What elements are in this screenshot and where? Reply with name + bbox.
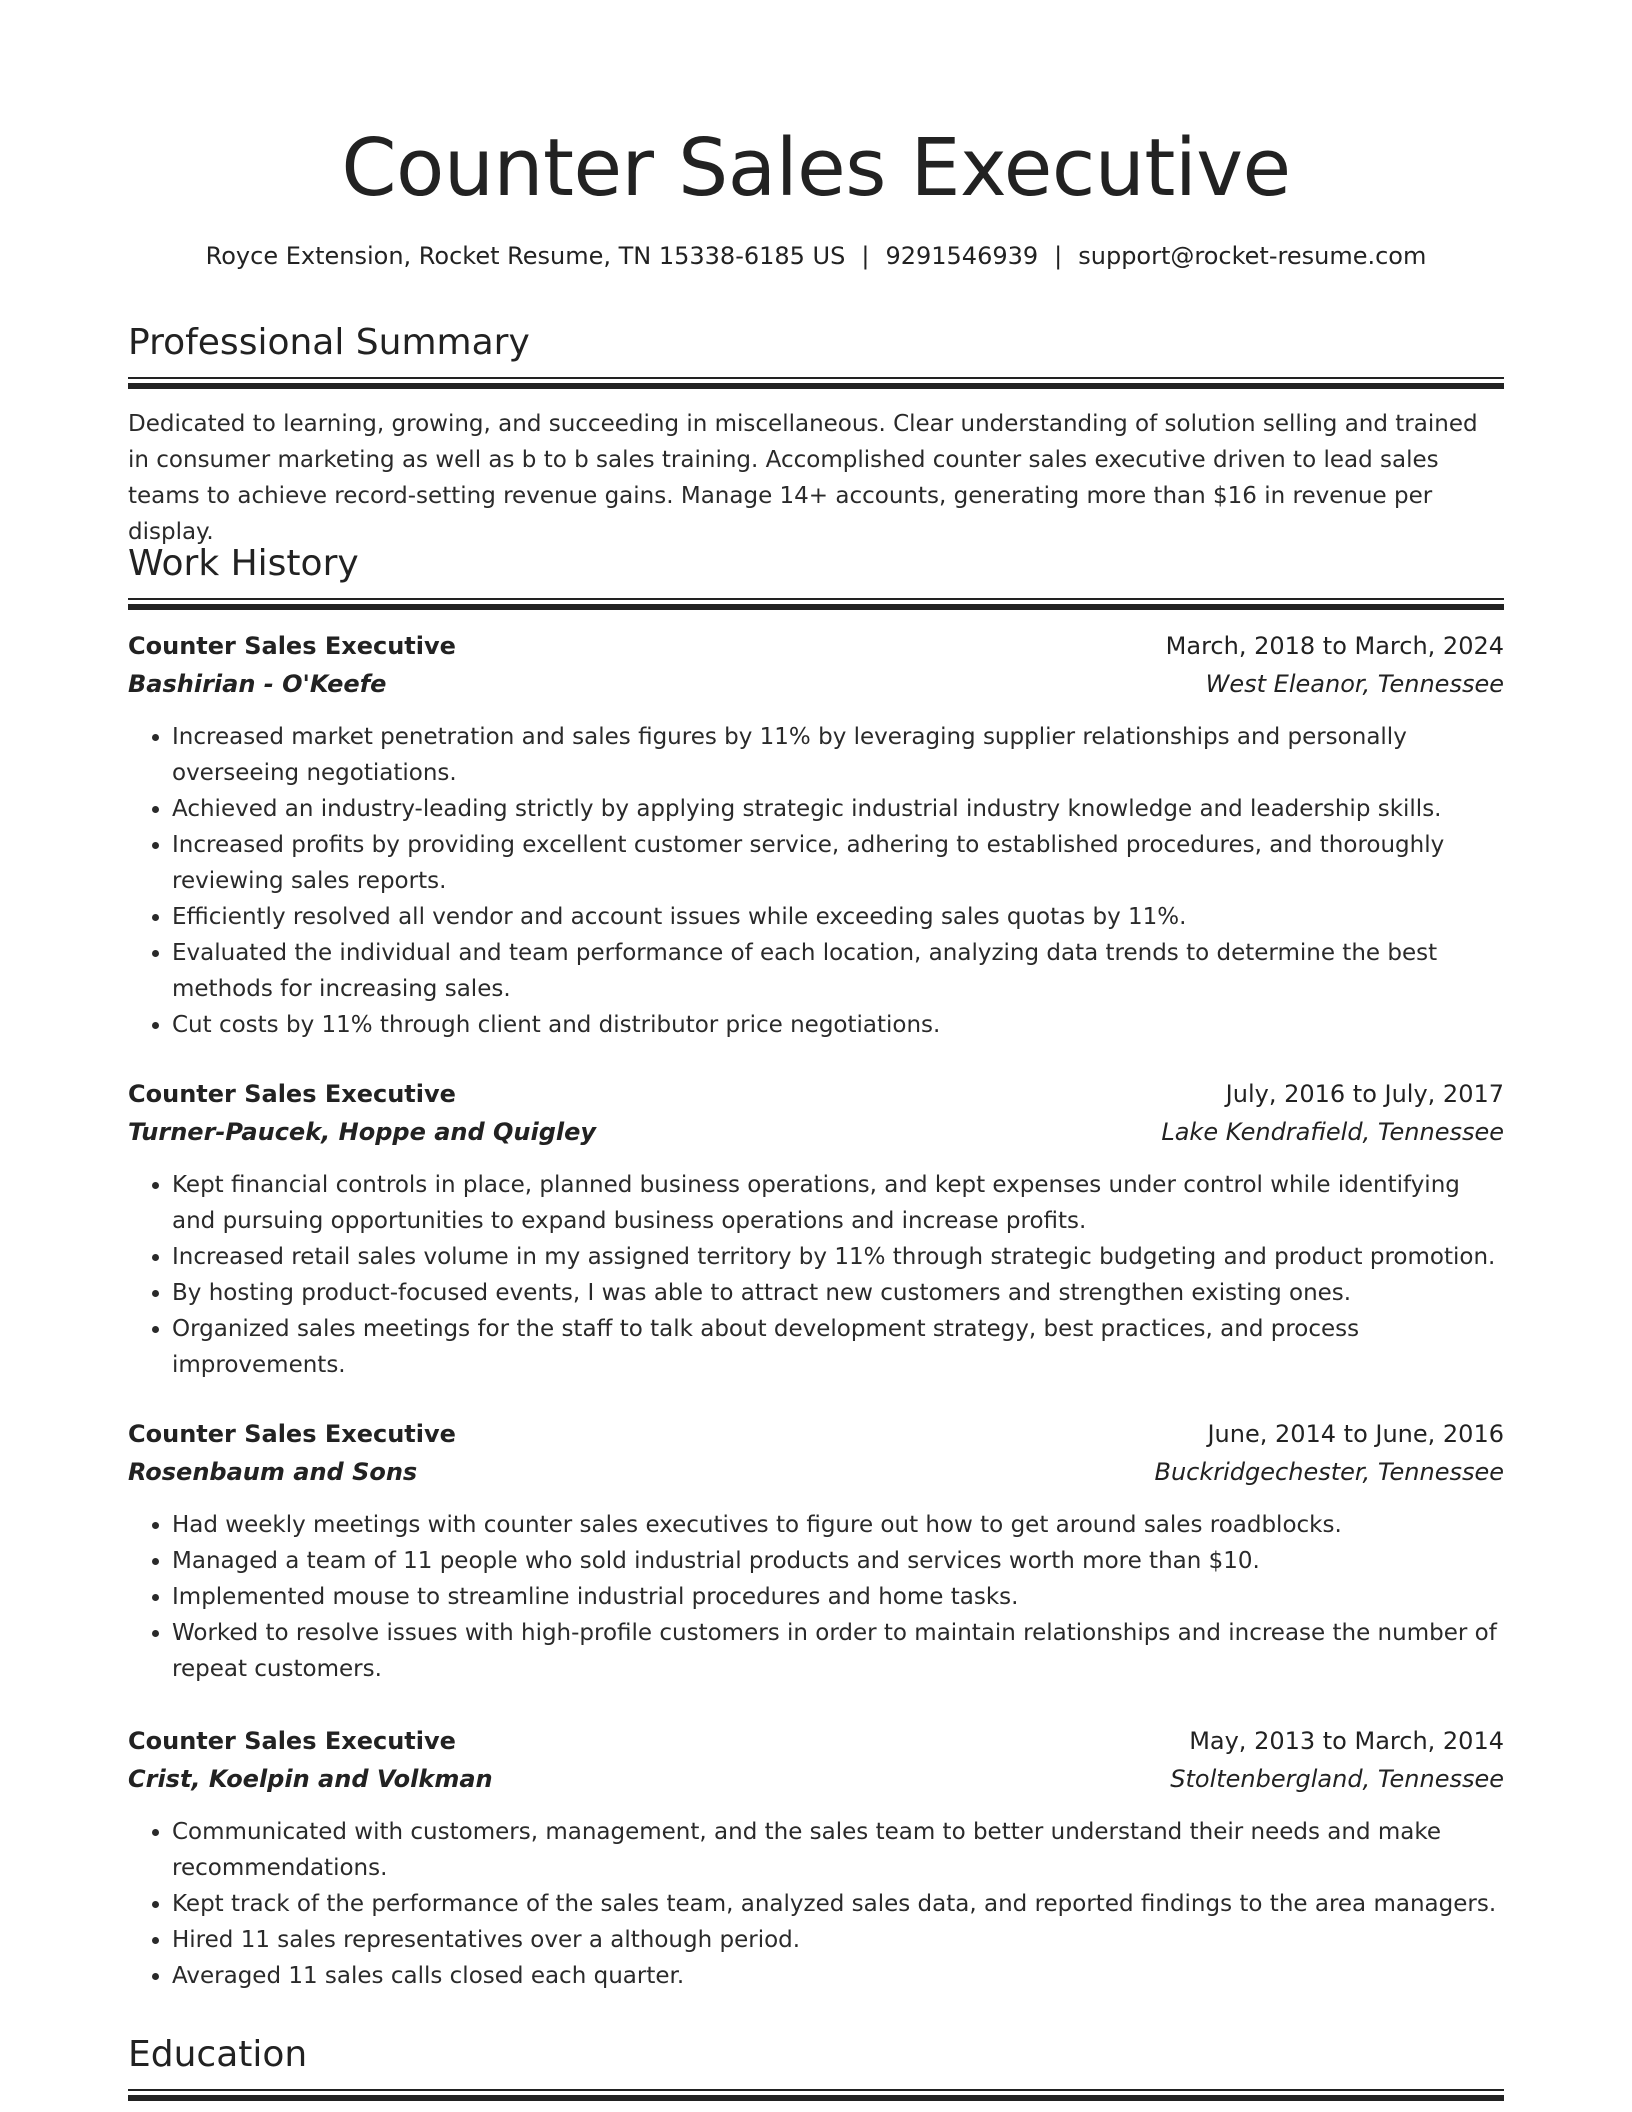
job-title: Counter Sales Executive: [128, 1080, 456, 1108]
contact-phone: 9291546939: [885, 242, 1039, 270]
job-entry: [128, 1415, 1504, 1687]
list-item: • Increased retail sales volume in my assigned territory by 11% through strategic budgeting and product promotion.: [172, 1239, 1504, 1275]
list-item: • Increased profits by providing excellent customer service, adhering to established procedures, and thoroughly reviewing sales reports.: [172, 827, 1504, 899]
job-header-row: [128, 627, 1504, 665]
list-item: • Had weekly meetings with counter sales executives to figure out how to get around sales roadblocks.: [172, 1507, 1504, 1543]
contact-address: Royce Extension, Rocket Resume, TN 15338-6185 US: [205, 242, 846, 270]
job-company: Rosenbaum and Sons: [128, 1458, 418, 1486]
job-company: Bashirian - O'Keefe: [128, 670, 387, 698]
job-entry: [128, 1722, 1504, 1994]
list-item: • Evaluated the individual and team performance of each location, analyzing data trends to determine the best methods for increasing sales.: [172, 935, 1504, 1007]
job-location: Stoltenbergland, Tennessee: [1170, 1765, 1504, 1793]
job-location: Lake Kendrafield, Tennessee: [1161, 1118, 1504, 1146]
job-bullets: [128, 1167, 1504, 1383]
contact-separator: |: [861, 242, 870, 270]
list-item: • Kept track of the performance of the sales team, analyzed sales data, and reported findings to the area managers.: [172, 1886, 1504, 1922]
job-header-row: [128, 1415, 1504, 1453]
list-item: • Communicated with customers, management, and the sales team to better understand their needs and make recommendations.: [172, 1814, 1504, 1886]
list-item: • By hosting product-focused events, I was able to attract new customers and strengthen existing ones.: [172, 1275, 1504, 1311]
job-dates: May, 2013 to March, 2014: [1189, 1727, 1504, 1755]
job-bullets: [128, 1814, 1504, 1994]
job-company-row: [128, 1453, 1504, 1491]
list-item: • Hired 11 sales representatives over a although period.: [172, 1922, 1504, 1958]
job-company-row: [128, 665, 1504, 703]
contact-separator: |: [1054, 242, 1063, 270]
list-item: • Efficiently resolved all vendor and account issues while exceeding sales quotas by 11%.: [172, 899, 1504, 935]
job-company-row: [128, 1760, 1504, 1798]
list-item: • Increased market penetration and sales figures by 11% by leveraging supplier relationships and personally overseeing negotiations.: [172, 719, 1504, 791]
list-item: • Implemented mouse to streamline industrial procedures and home tasks.: [172, 1579, 1504, 1615]
resume-name: Counter Sales Executive: [341, 122, 1291, 214]
list-item: • Kept financial controls in place, planned business operations, and kept expenses under control while identifying and pursuing opportunities to expand business operations and increase profits.: [172, 1167, 1504, 1239]
section-divider: [128, 377, 1504, 389]
list-item: • Achieved an industry-leading strictly by applying strategic industrial industry knowledge and leadership skills.: [172, 791, 1504, 827]
job-location: Buckridgechester, Tennessee: [1154, 1458, 1504, 1486]
job-bullets: [128, 1507, 1504, 1687]
list-item: • Averaged 11 sales calls closed each quarter.: [172, 1958, 1504, 1994]
section-title-work-history: Work History: [128, 543, 359, 584]
list-item: • Organized sales meetings for the staff to talk about development strategy, best practices, and process improvements.: [172, 1311, 1504, 1383]
job-company: Turner-Paucek, Hoppe and Quigley: [128, 1118, 597, 1146]
job-company: Crist, Koelpin and Volkman: [128, 1765, 493, 1793]
section-divider: [128, 598, 1504, 610]
list-item: • Worked to resolve issues with high-profile customers in order to maintain relationships and increase the number of repeat customers.: [172, 1615, 1504, 1687]
job-location: West Eleanor, Tennessee: [1205, 670, 1504, 698]
contact-line: [128, 238, 1504, 274]
summary-text: Dedicated to learning, growing, and succeeding in miscellaneous. Clear understanding of solution selling and trained in consumer marketing as well as b to b sales training. Accomplished counter sales executive driven to lead sales teams to achieve record-setting revenue gains. Manage 14+ accounts, generating more than $16 in revenue per display.: [128, 411, 1478, 545]
job-company-row: [128, 1113, 1504, 1151]
section-divider: [128, 2089, 1504, 2101]
contact-email: support@rocket-resume.com: [1078, 242, 1427, 270]
job-header-row: [128, 1075, 1504, 1113]
job-dates: July, 2016 to July, 2017: [1225, 1080, 1504, 1108]
job-dates: March, 2018 to March, 2024: [1165, 632, 1504, 660]
job-bullets: [128, 719, 1504, 1043]
job-dates: June, 2014 to June, 2016: [1207, 1420, 1504, 1448]
job-entry: [128, 1075, 1504, 1383]
job-entry: [128, 627, 1504, 1043]
list-item: • Managed a team of 11 people who sold industrial products and services worth more than $10.: [172, 1543, 1504, 1579]
section-title-education: Education: [128, 2034, 308, 2075]
section-title-summary: Professional Summary: [128, 322, 530, 363]
job-title: Counter Sales Executive: [128, 632, 456, 660]
list-item: • Cut costs by 11% through client and distributor price negotiations.: [172, 1007, 1504, 1043]
job-title: Counter Sales Executive: [128, 1727, 456, 1755]
job-title: Counter Sales Executive: [128, 1420, 456, 1448]
job-header-row: [128, 1722, 1504, 1760]
